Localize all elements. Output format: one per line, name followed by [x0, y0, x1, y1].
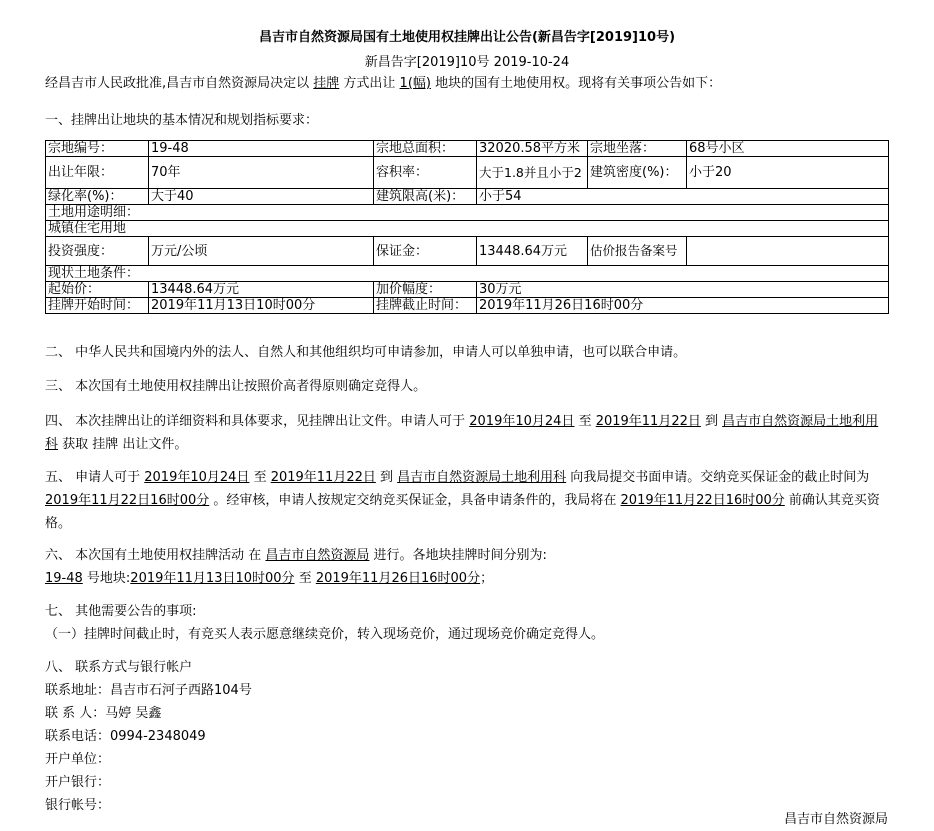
section-5: [45, 466, 891, 535]
s5-text: 前确认其竞买资格。: [45, 493, 880, 531]
s6-plot-number: 19-48: [45, 571, 83, 586]
intro-text-3: 地块的国有土地使用权。现将有关事项公告如下：: [430, 76, 722, 91]
table-cell: 挂牌开始时间：: [46, 298, 149, 314]
intro-text-1: 经昌吉市人民政批准,昌吉市自然资源局决定以: [45, 76, 314, 91]
s8-heading: 八、 联系方式与银行帐户: [45, 660, 193, 675]
table-cell: 30万元: [477, 282, 889, 298]
table-cell: 2019年11月26日16时00分: [477, 298, 889, 314]
table-cell: 小于54: [477, 189, 889, 205]
table-cell: 宗地坐落：: [588, 141, 687, 157]
table-cell: 万元/公顷: [149, 237, 374, 266]
s6-text: 六、 本次国有土地使用权挂牌活动 在: [45, 548, 266, 563]
account-bank: 开户银行：: [45, 775, 111, 790]
table-cell: 19-48: [149, 141, 374, 157]
table-cell: 起始价：: [46, 282, 149, 298]
transfer-method: 挂牌: [313, 76, 340, 91]
plot-count: 1(幅): [399, 76, 431, 91]
table-cell: [687, 237, 889, 266]
s7-heading: 七、 其他需要公告的事项:: [45, 604, 197, 619]
s5-deposit-deadline: 2019年11月22日16时00分: [45, 493, 210, 508]
table-row: [46, 205, 889, 221]
s6-end-time: 2019年11月26日16时00分: [315, 571, 481, 586]
s5-start-date: 2019年10月24日: [144, 470, 250, 485]
s4-start-date: 2019年10月24日: [469, 414, 575, 429]
account-number: 银行帐号：: [45, 798, 111, 813]
intro-paragraph: [45, 72, 721, 91]
table-row: [46, 141, 889, 157]
table-cell: 保证金：: [374, 237, 477, 266]
table-cell: 绿化率(%)：: [46, 189, 149, 205]
table-row: [46, 189, 889, 205]
s4-text: 至: [574, 414, 596, 429]
account-unit: 开户单位：: [45, 752, 111, 767]
table-cell: 68号小区: [687, 141, 889, 157]
table-row: [46, 282, 889, 298]
table-cell: 13448.64万元: [149, 282, 374, 298]
section-2: 二、 中华人民共和国境内外的法人、自然人和其他组织均可申请参加，申请人可以单独申请，也可以联合申请。: [45, 345, 687, 360]
s6-text: ；: [480, 571, 494, 586]
s5-text: 。经审核，申请人按规定交纳竞买保证金，具备申请条件的，我局将在: [209, 493, 621, 508]
s6-place: 昌吉市自然资源局: [265, 548, 370, 563]
s4-text: 四、 本次挂牌出让的详细资料和具体要求，见挂牌出让文件。申请人可于: [45, 414, 470, 429]
s5-place: 昌吉市自然资源局土地利用科: [397, 470, 567, 485]
table-cell: 加价幅度：: [374, 282, 477, 298]
table-cell: 挂牌截止时间：: [374, 298, 477, 314]
signature: 昌吉市自然资源局: [783, 812, 888, 827]
section-6: [45, 544, 891, 590]
section-1-heading: 一、挂牌出让地块的基本情况和规划指标要求：: [45, 113, 319, 128]
table-cell: 大于40: [149, 189, 374, 205]
table-cell: 建筑密度(%)：: [588, 157, 687, 189]
intro-text-2: 方式出让: [339, 76, 400, 91]
table-cell: 32020.58平方米: [477, 141, 588, 157]
s6-text: 至: [294, 571, 316, 586]
table-cell: 现状土地条件：: [46, 266, 889, 282]
table-row: [46, 157, 889, 189]
table-cell: 宗地总面积：: [374, 141, 477, 157]
section-8: [45, 656, 891, 817]
section-7: [45, 600, 891, 646]
table-cell: 城镇住宅用地: [46, 221, 889, 237]
table-cell: 70年: [149, 157, 374, 189]
table-cell: 2019年11月13日10时00分: [149, 298, 374, 314]
section-4: [45, 410, 891, 456]
table-cell: 容积率：: [374, 157, 477, 189]
s4-text: 到: [700, 414, 723, 429]
document-number: 新昌告字[2019]10号 2019-10-24: [364, 55, 570, 70]
s7-item-1: （一）挂牌时间截止时，有竞买人表示愿意继续竞价，转入现场竞价，通过现场竞价确定竞得人。: [45, 627, 605, 642]
s5-text: 向我局提交书面申请。交纳竞买保证金的截止时间为: [566, 470, 870, 485]
notice-title: 昌吉市自然资源局国有土地使用权挂牌出让公告(新昌告字[2019]10号): [258, 30, 676, 45]
table-cell: 13448.64万元: [477, 237, 588, 266]
table-cell: 土地用途明细：: [46, 205, 889, 221]
table-cell: 出让年限：: [46, 157, 149, 189]
s4-place: 昌吉市自然资源局土地利用科: [45, 414, 879, 452]
s6-start-time: 2019年11月13日10时00分: [130, 571, 295, 586]
s5-text: 五、 申请人可于: [45, 470, 145, 485]
s5-text: 至: [249, 470, 271, 485]
s5-end-date: 2019年11月22日: [270, 470, 376, 485]
table-cell: 投资强度：: [46, 237, 149, 266]
table-row: [46, 237, 889, 266]
table-cell: 大于1.8并且小于2: [477, 157, 588, 189]
land-info-table: [45, 140, 889, 314]
s4-end-date: 2019年11月22日: [595, 414, 701, 429]
table-cell: 宗地编号：: [46, 141, 149, 157]
table-row: [46, 266, 889, 282]
s6-text: 进行。各地块挂牌时间分别为:: [369, 548, 547, 563]
s6-text: 号地块:: [82, 571, 131, 586]
table-cell: 估价报告备案号: [588, 237, 687, 266]
s4-text: 获取 挂牌 出让文件。: [58, 437, 188, 452]
table-row: [46, 221, 889, 237]
table-row: [46, 298, 889, 314]
table-cell: 建筑限高(米)：: [374, 189, 477, 205]
contact-person: 联 系 人：马婷 吴鑫: [45, 706, 162, 721]
table-cell: 小于20: [687, 157, 889, 189]
s5-confirm-deadline: 2019年11月22日16时00分: [620, 493, 785, 508]
s5-text: 到: [375, 470, 398, 485]
section-3: 三、 本次国有土地使用权挂牌出让按照价高者得原则确定竞得人。: [45, 379, 427, 394]
contact-address: 联系地址：昌吉市石河子西路104号: [45, 683, 252, 698]
contact-phone: 联系电话：0994-2348049: [45, 729, 206, 744]
